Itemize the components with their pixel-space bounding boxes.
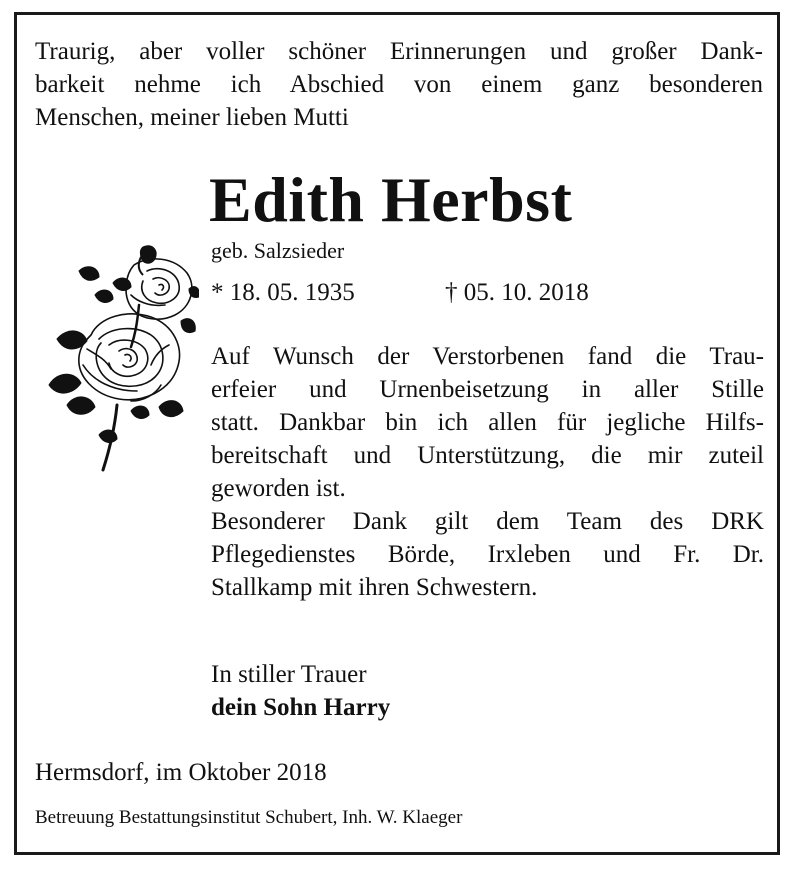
- birth-date: * 18. 05. 1935: [211, 279, 355, 306]
- place-date: Hermsdorf, im Oktober 2018: [35, 759, 327, 786]
- undertaker-line: Betreuung Bestattungsinstitut Schubert, Inh. W. Klaeger: [35, 807, 463, 828]
- body-line: Besonderer Dank gilt dem Team des DRK: [211, 508, 764, 535]
- body-line: statt. Dankbar bin ich allen für jegliche Hilfs-: [211, 409, 764, 436]
- body-line: Stallkamp mit ihren Schwestern.: [211, 574, 538, 601]
- body-line: Pflegedienstes Börde, Irxleben und Fr. Dr.: [211, 541, 764, 568]
- obituary-notice: [14, 12, 780, 855]
- intro-line: Menschen, meiner lieben Mutti: [35, 104, 349, 131]
- signature-name: dein Sohn Harry: [211, 694, 391, 721]
- body-text: [211, 340, 764, 604]
- intro-line: Traurig, aber voller schöner Erinnerungen und großer Dank-: [35, 38, 763, 65]
- deceased-name: Edith Herbst: [209, 164, 573, 235]
- body-line: Auf Wunsch der Verstorbenen fand die Trau-: [211, 343, 764, 370]
- body-line: erfeier und Urnenbeisetzung in aller Stille: [211, 376, 764, 403]
- intro-text: [35, 35, 763, 134]
- intro-line: barkeit nehme ich Abschied von einem ganz besonderen: [35, 71, 763, 98]
- rose-icon: [39, 235, 199, 475]
- body-line: bereitschaft und Unterstützung, die mir zuteil: [211, 442, 764, 469]
- death-date: † 05. 10. 2018: [445, 279, 589, 306]
- signature-line: In stiller Trauer: [211, 661, 367, 688]
- body-line: geworden ist.: [211, 475, 346, 502]
- maiden-name: geb. Salzsieder: [211, 238, 345, 263]
